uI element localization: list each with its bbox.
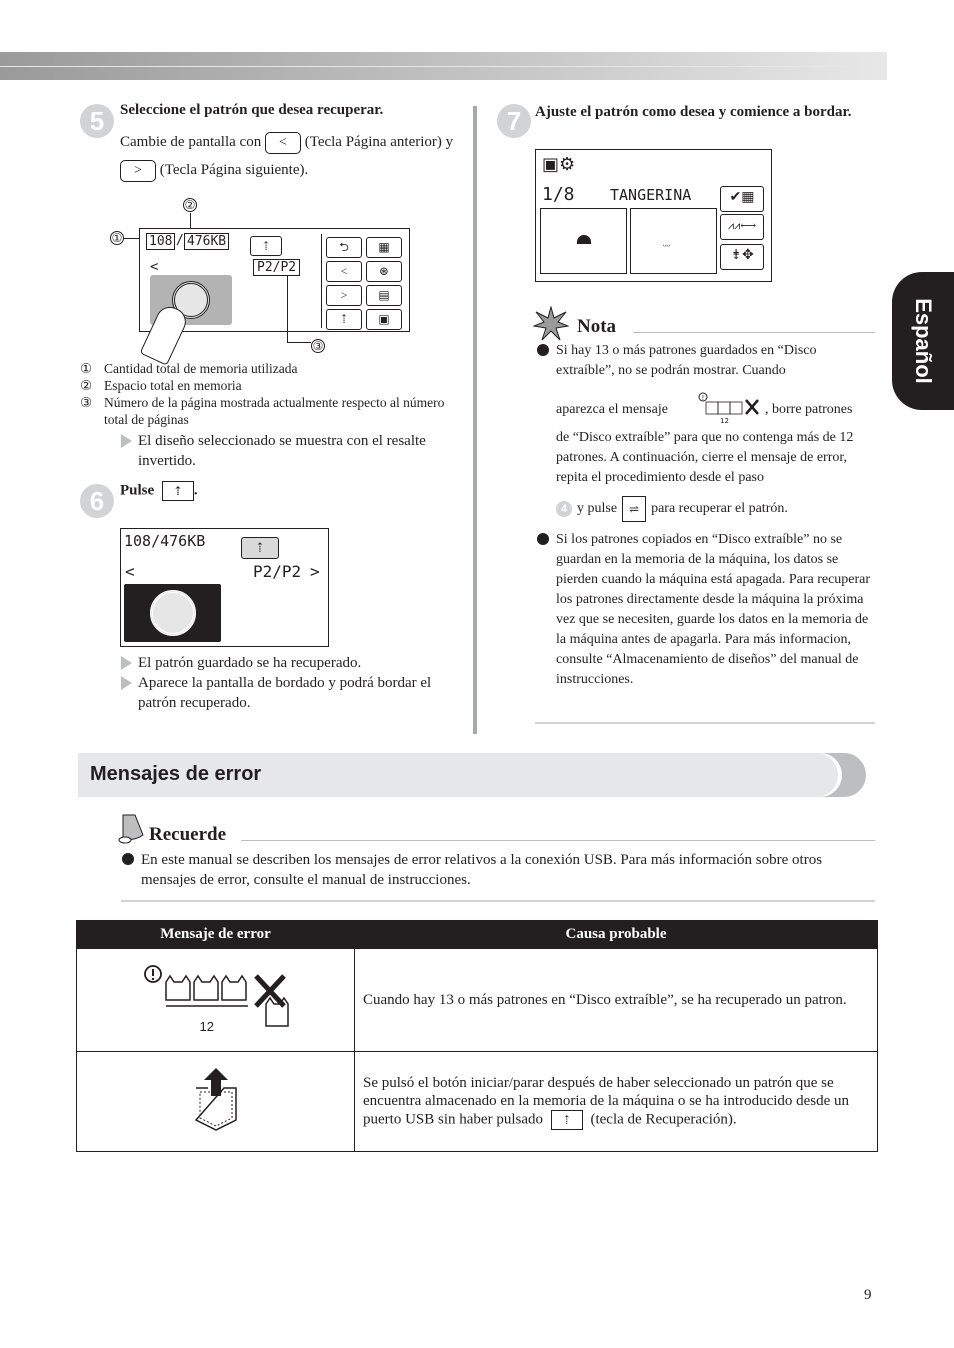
next-page-key: > (120, 160, 156, 182)
step-5-text-b: (Tecla Página anterior) y (304, 134, 454, 150)
legend-item (80, 360, 470, 377)
recuerde-title-rule (241, 840, 875, 841)
language-tab-label: Español (911, 298, 936, 384)
section-title: Mensajes de error (90, 763, 262, 785)
legend-item (80, 394, 470, 428)
check-button[interactable]: ✔▦ (720, 186, 764, 212)
usb-retrieve-icon: ⇌ (622, 496, 646, 522)
nota-item-2: Si los patrones copiados en “Disco extraíble” no se guardan en la memoria de la máquina, los datos se pierden cuando la máquina está apagada. Para recuperar los patrones directamente desde la máquina la próxima vez que se necesiten, guarde los datos en la memoria de la máquina antes de apagarla. Para más informacion, consulte “Almacenamiento de diseños” del manual de instrucciones. (556, 532, 871, 687)
step-6-title-text: Pulse (120, 482, 155, 499)
page-number: 9 (864, 1287, 872, 1303)
callout-2: ② (184, 198, 196, 212)
legend-text: Cantidad total de memoria utilizada (104, 361, 298, 376)
callout-3-line-h (287, 342, 311, 343)
nota-item-1-b: aparezca el mensaje (556, 402, 668, 417)
svg-text:!: ! (701, 394, 705, 402)
cause-cell: Cuando hay 13 o más patrones en “Disco extraíble”, se ha recuperado un patron. (355, 949, 878, 1052)
legend-list (80, 360, 470, 428)
result-arrow-icon (121, 434, 132, 448)
step-5-text (120, 128, 465, 184)
recuerde-text: En este manual se describen los mensajes de error relativos a la conexión USB. Para más información sobre otros mensajes de error, consulte el manual de instrucciones. (141, 852, 823, 888)
embroidery-icon: ▣⚙ (542, 154, 576, 174)
step-7-screen (535, 149, 772, 282)
nota-item-1-f: para recuperar el patrón. (651, 501, 788, 516)
pc-button[interactable]: ▣ (366, 309, 402, 330)
section-bar (78, 753, 867, 797)
legend-num: ① (80, 361, 93, 376)
cause-cell (355, 1052, 878, 1152)
step-5-result-text: El diseño seleccionado se muestra con el resalte invertido. (138, 433, 426, 469)
step-5-result (121, 431, 466, 471)
step-6-number: 6 (80, 484, 114, 518)
error-table (76, 920, 878, 1152)
step-6-results (121, 653, 466, 713)
nota-bottom-rule (535, 722, 875, 724)
pattern-name: TANGERINA (610, 186, 692, 204)
step-6-title-end: . (193, 482, 198, 499)
nota-item-1-end (556, 496, 788, 522)
error-message-cell (77, 949, 355, 1052)
size-button[interactable]: ⩘⩘⟷ (720, 214, 764, 240)
legend-text: Número de la página mostrada actualmente respecto al número total de páginas (104, 395, 445, 427)
step-6-result-item (121, 673, 466, 713)
result-arrow-icon (121, 656, 132, 670)
nota-icon (533, 306, 569, 342)
step-6-result-item (121, 653, 466, 673)
step-6-title (120, 481, 198, 501)
recuerde-title: Recuerde (149, 824, 227, 845)
step-6-pattern-thumbnail (150, 590, 196, 636)
step-6-memory: 108/476KB (124, 532, 206, 550)
nota-item-1-c: , borre patrones (765, 402, 853, 417)
retrieve-key-icon: ⇡ (551, 1110, 583, 1130)
nota-title: Nota (577, 316, 617, 337)
step-5-text-c: (Tecla Página siguiente). (159, 162, 309, 178)
step-5-text-a: Cambie de pantalla con (120, 134, 262, 150)
section-bar-cap (778, 753, 868, 797)
step-6-page: P2/P2 (253, 562, 302, 581)
memory-slash: / (176, 233, 184, 248)
step-6-screen (120, 528, 329, 647)
step-7-number: 7 (497, 104, 531, 138)
callout-1: ① (111, 231, 123, 245)
recuerde-bullet (122, 853, 134, 865)
pattern-preview-right (630, 208, 717, 274)
document-button[interactable]: ▤ (366, 285, 402, 306)
too-many-patterns-icon (142, 964, 290, 1036)
list-button[interactable]: ▦ (366, 237, 402, 258)
recuerde-bottom-rule (121, 900, 875, 902)
recuerde-icon (115, 813, 145, 845)
cause-text-a: Se pulsó el botón iniciar/parar después de haber seleccionado un patrón que se encuentra almacenado en la memoria de la máquina o se ha introducido desde un puerto USB sin haber pulsado (363, 1074, 850, 1127)
header-bar-line (0, 66, 850, 67)
column-divider (473, 106, 477, 734)
step-6-result-text: Aparece la pantalla de bordado y podrá bordar el patrón recuperado. (138, 675, 432, 711)
table-header-row (77, 921, 878, 949)
column-header-cause: Causa probable (355, 921, 878, 949)
pattern-preview-left (540, 208, 627, 274)
table-row (77, 1052, 878, 1152)
cause-text-b: (tecla de Recuperación). (590, 1110, 737, 1127)
screen-button-grid (321, 234, 405, 328)
step-6-retrieve-icon: ⇡ (241, 537, 279, 559)
memory-total: 476KB (184, 233, 229, 250)
pattern-mark-2: ᵕᵕ (663, 239, 670, 253)
back-button[interactable]: ⮌ (326, 237, 362, 258)
legend-item (80, 377, 470, 394)
nota-title-rule (633, 332, 875, 333)
step-ref-badge: 4 (556, 501, 572, 517)
legend-text: Espacio total en memoria (104, 378, 242, 393)
nota-item-1-d: de “Disco extraíble” para que no contenga más de 12 patrones. A continuación, cierre el mensaje de error, repita el procedimiento desde el paso (556, 430, 854, 485)
step-6-prev-arrow: < (125, 562, 135, 581)
legend-num: ③ (80, 395, 93, 410)
retrieve-key-icon: ⇡ (162, 481, 194, 501)
pocket-retrieve-icon (192, 1066, 240, 1132)
pocket-button[interactable]: ⇡ (326, 309, 362, 330)
language-tab (892, 272, 954, 410)
step-5-number: 5 (80, 104, 114, 138)
column-header-message: Mensaje de error (77, 921, 355, 949)
table-row (77, 949, 878, 1052)
screen-prev-arrow: < (150, 259, 159, 275)
page-indicator: P2/P2 (253, 259, 300, 276)
step-5-title: Seleccione el patrón que desea recuperar. (120, 102, 384, 118)
pattern-counter: 1/8 (542, 184, 575, 205)
callout-3: ③ (312, 339, 324, 353)
nota-item-1-a: Si hay 13 o más patrones guardados en “Disco extraíble”, no se podrán mostrar. Cuando (556, 343, 817, 378)
move-button[interactable]: ⇟✥ (720, 244, 764, 270)
nota-item-1-e: y pulse (577, 501, 618, 516)
legend-num: ② (80, 378, 93, 393)
memory-button[interactable]: ⊛ (366, 261, 402, 282)
error-message-cell (77, 1052, 355, 1152)
result-arrow-icon (121, 676, 132, 690)
memory-used: 108 (146, 233, 175, 250)
retrieve-icon: ⇡ (250, 236, 282, 256)
screen-next-button[interactable]: > (326, 285, 362, 306)
step-7-title: Ajuste el patrón como desea y comience a bordar. (535, 104, 852, 120)
step-6-selected-pattern[interactable] (124, 584, 221, 642)
error-cats-icon-small (698, 392, 762, 426)
screen-prev-button[interactable]: < (326, 261, 362, 282)
callout-3-line-v (287, 276, 288, 342)
nota-bullet-2 (537, 533, 549, 545)
pattern-count-label: 12 (199, 1019, 214, 1034)
nota-bullet-1 (537, 344, 549, 356)
step-6-next-arrow: > (310, 562, 320, 581)
step-6-result-text: El patrón guardado se ha recuperado. (138, 655, 362, 671)
pattern-mark (577, 235, 591, 244)
prev-page-key: < (265, 132, 301, 154)
svg-text:12: 12 (720, 417, 729, 425)
